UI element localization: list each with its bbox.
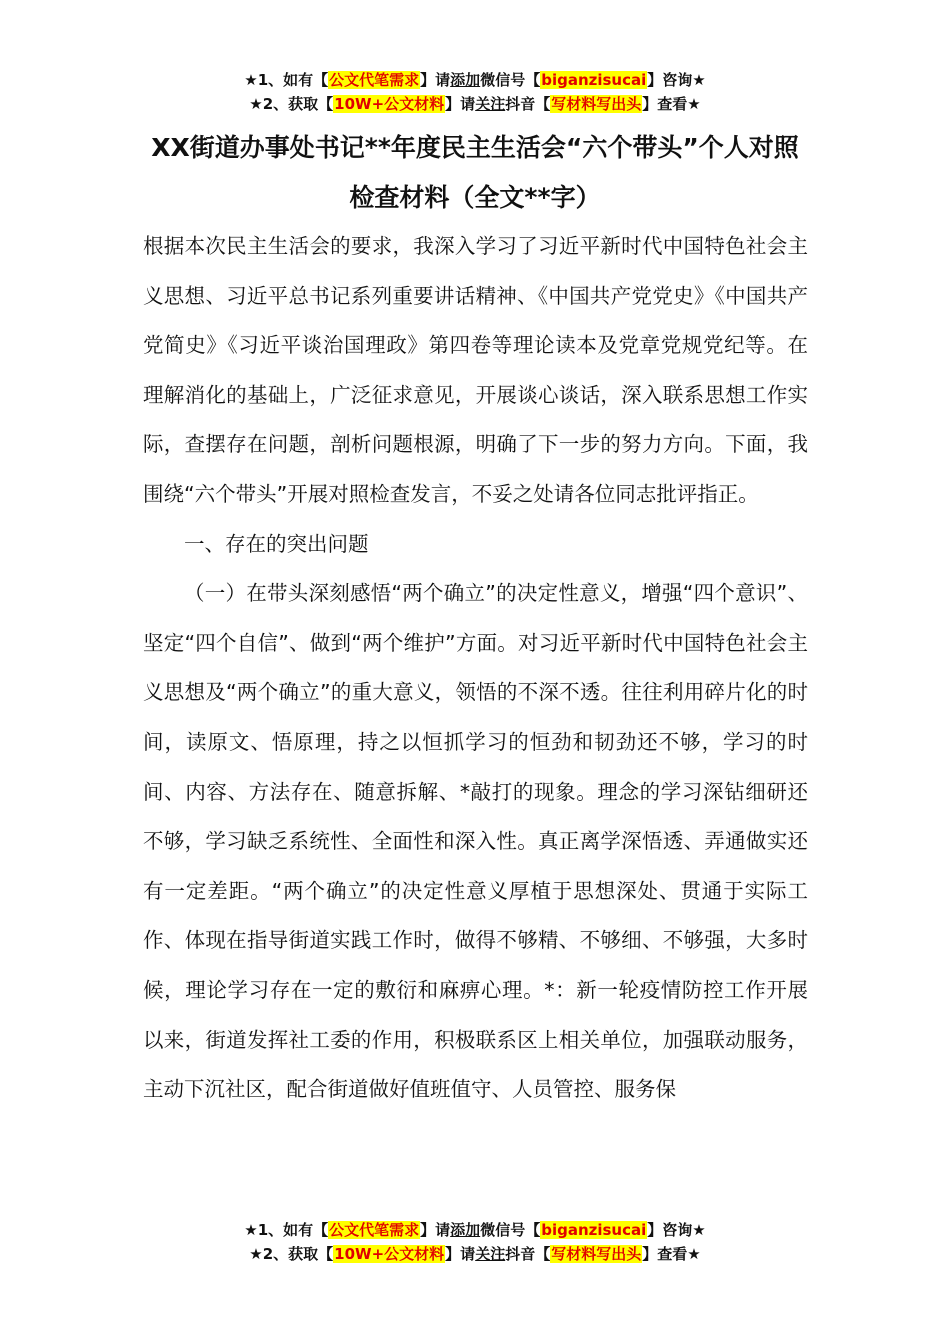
highlight-text: 10W+公文材料 (334, 95, 445, 113)
douyin-highlight: 写材料写出头 (551, 1245, 642, 1263)
highlight-text: 10W+公文材料 (334, 1245, 445, 1263)
star-icon: ★ (687, 1245, 701, 1263)
star-icon: ★ (687, 95, 701, 113)
banner-text: 】咨询 (647, 1221, 693, 1239)
banner-text: 抖音【 (505, 95, 551, 113)
star-icon: ★ (249, 95, 263, 113)
highlight-text: 公文代笔需求 (329, 71, 420, 89)
underlined-text: 添加 (450, 1221, 481, 1239)
banner-text: 2、获取【 (262, 95, 334, 113)
banner-text: 】咨询 (647, 71, 693, 89)
banner-line-2 (0, 1242, 950, 1266)
banner-line-2 (0, 92, 950, 116)
document-body (143, 222, 808, 1115)
banner-line-1 (0, 68, 950, 92)
star-icon: ★ (692, 71, 706, 89)
star-icon: ★ (244, 71, 258, 89)
banner-text: 】请 (420, 1221, 451, 1239)
banner-text: 微信号【 (480, 71, 541, 89)
underlined-text: 关注 (475, 1245, 506, 1263)
document-title: XX街道办事处书记**年度民主生活会“六个带头”个人对照检查材料（全文**字） (151, 133, 799, 212)
header-banner (0, 68, 950, 116)
banner-text: 】请 (420, 71, 451, 89)
body-paragraph: （一）在带头深刻感悟“两个确立”的决定性意义，增强“四个意识”、坚定“四个自信”、做到“两个维护”方面。对习近平新时代中国特色社会主义思想及“两个确立”的重大意义，领悟的不深不透。往往利用碎片化的时间，读原文、悟原理，持之以恒抓学习的恒劲和韧劲还不够，学习的时间、内容、方法存在、随意拆解、*敲打的现象。理念的学习深钻细研还不够，学习缺乏系统性、全面性和深入性。真正离学深悟透、弄通做实还有一定差距。“两个确立”的决定性意义厚植于思想深处、贯通于实际工作、体现在指导街道实践工作时，做得不够精、不够细、不够强，大多时候，理论学习存在一定的敷衍和麻痹心理。*：新一轮疫情防控工作开展以来，街道发挥社工委的作用，积极联系区上相关单位，加强联动服务，主动下沉社区，配合街道做好值班值守、人员管控、服务保 (143, 581, 808, 1102)
underlined-text: 添加 (450, 71, 481, 89)
banner-text: 2、获取【 (262, 1245, 334, 1263)
intro-paragraph: 根据本次民主生活会的要求，我深入学习了习近平新时代中国特色社会主义思想、习近平总书记系列重要讲话精神、《中国共产党党史》《中国共产党简史》《习近平谈治国理政》第四卷等理论读本及党章党规党纪等。在理解消化的基础上，广泛征求意见，开展谈心谈话，深入联系思想工作实际，查摆存在问题，剖析问题根源，明确了下一步的努力方向。下面，我围绕“六个带头”开展对照检查发言，不妥之处请各位同志批评指正。 (143, 234, 808, 506)
banner-text: 】查看 (642, 1245, 688, 1263)
highlight-text: 公文代笔需求 (329, 1221, 420, 1239)
banner-text: 1、如有【 (257, 1221, 329, 1239)
underlined-text: 关注 (475, 95, 506, 113)
banner-text: 1、如有【 (257, 71, 329, 89)
banner-line-1 (0, 1218, 950, 1242)
banner-text: 抖音【 (505, 1245, 551, 1263)
star-icon: ★ (249, 1245, 263, 1263)
banner-text: 】请 (445, 1245, 476, 1263)
star-icon: ★ (692, 1221, 706, 1239)
banner-text: 微信号【 (480, 1221, 541, 1239)
banner-text: 】请 (445, 95, 476, 113)
section-heading: 一、存在的突出问题 (184, 531, 369, 556)
wechat-id-highlight: biganzisucai (541, 1221, 647, 1239)
wechat-id-highlight: biganzisucai (541, 71, 647, 89)
banner-text: 】查看 (642, 95, 688, 113)
footer-banner (0, 1218, 950, 1266)
douyin-highlight: 写材料写出头 (551, 95, 642, 113)
star-icon: ★ (244, 1221, 258, 1239)
